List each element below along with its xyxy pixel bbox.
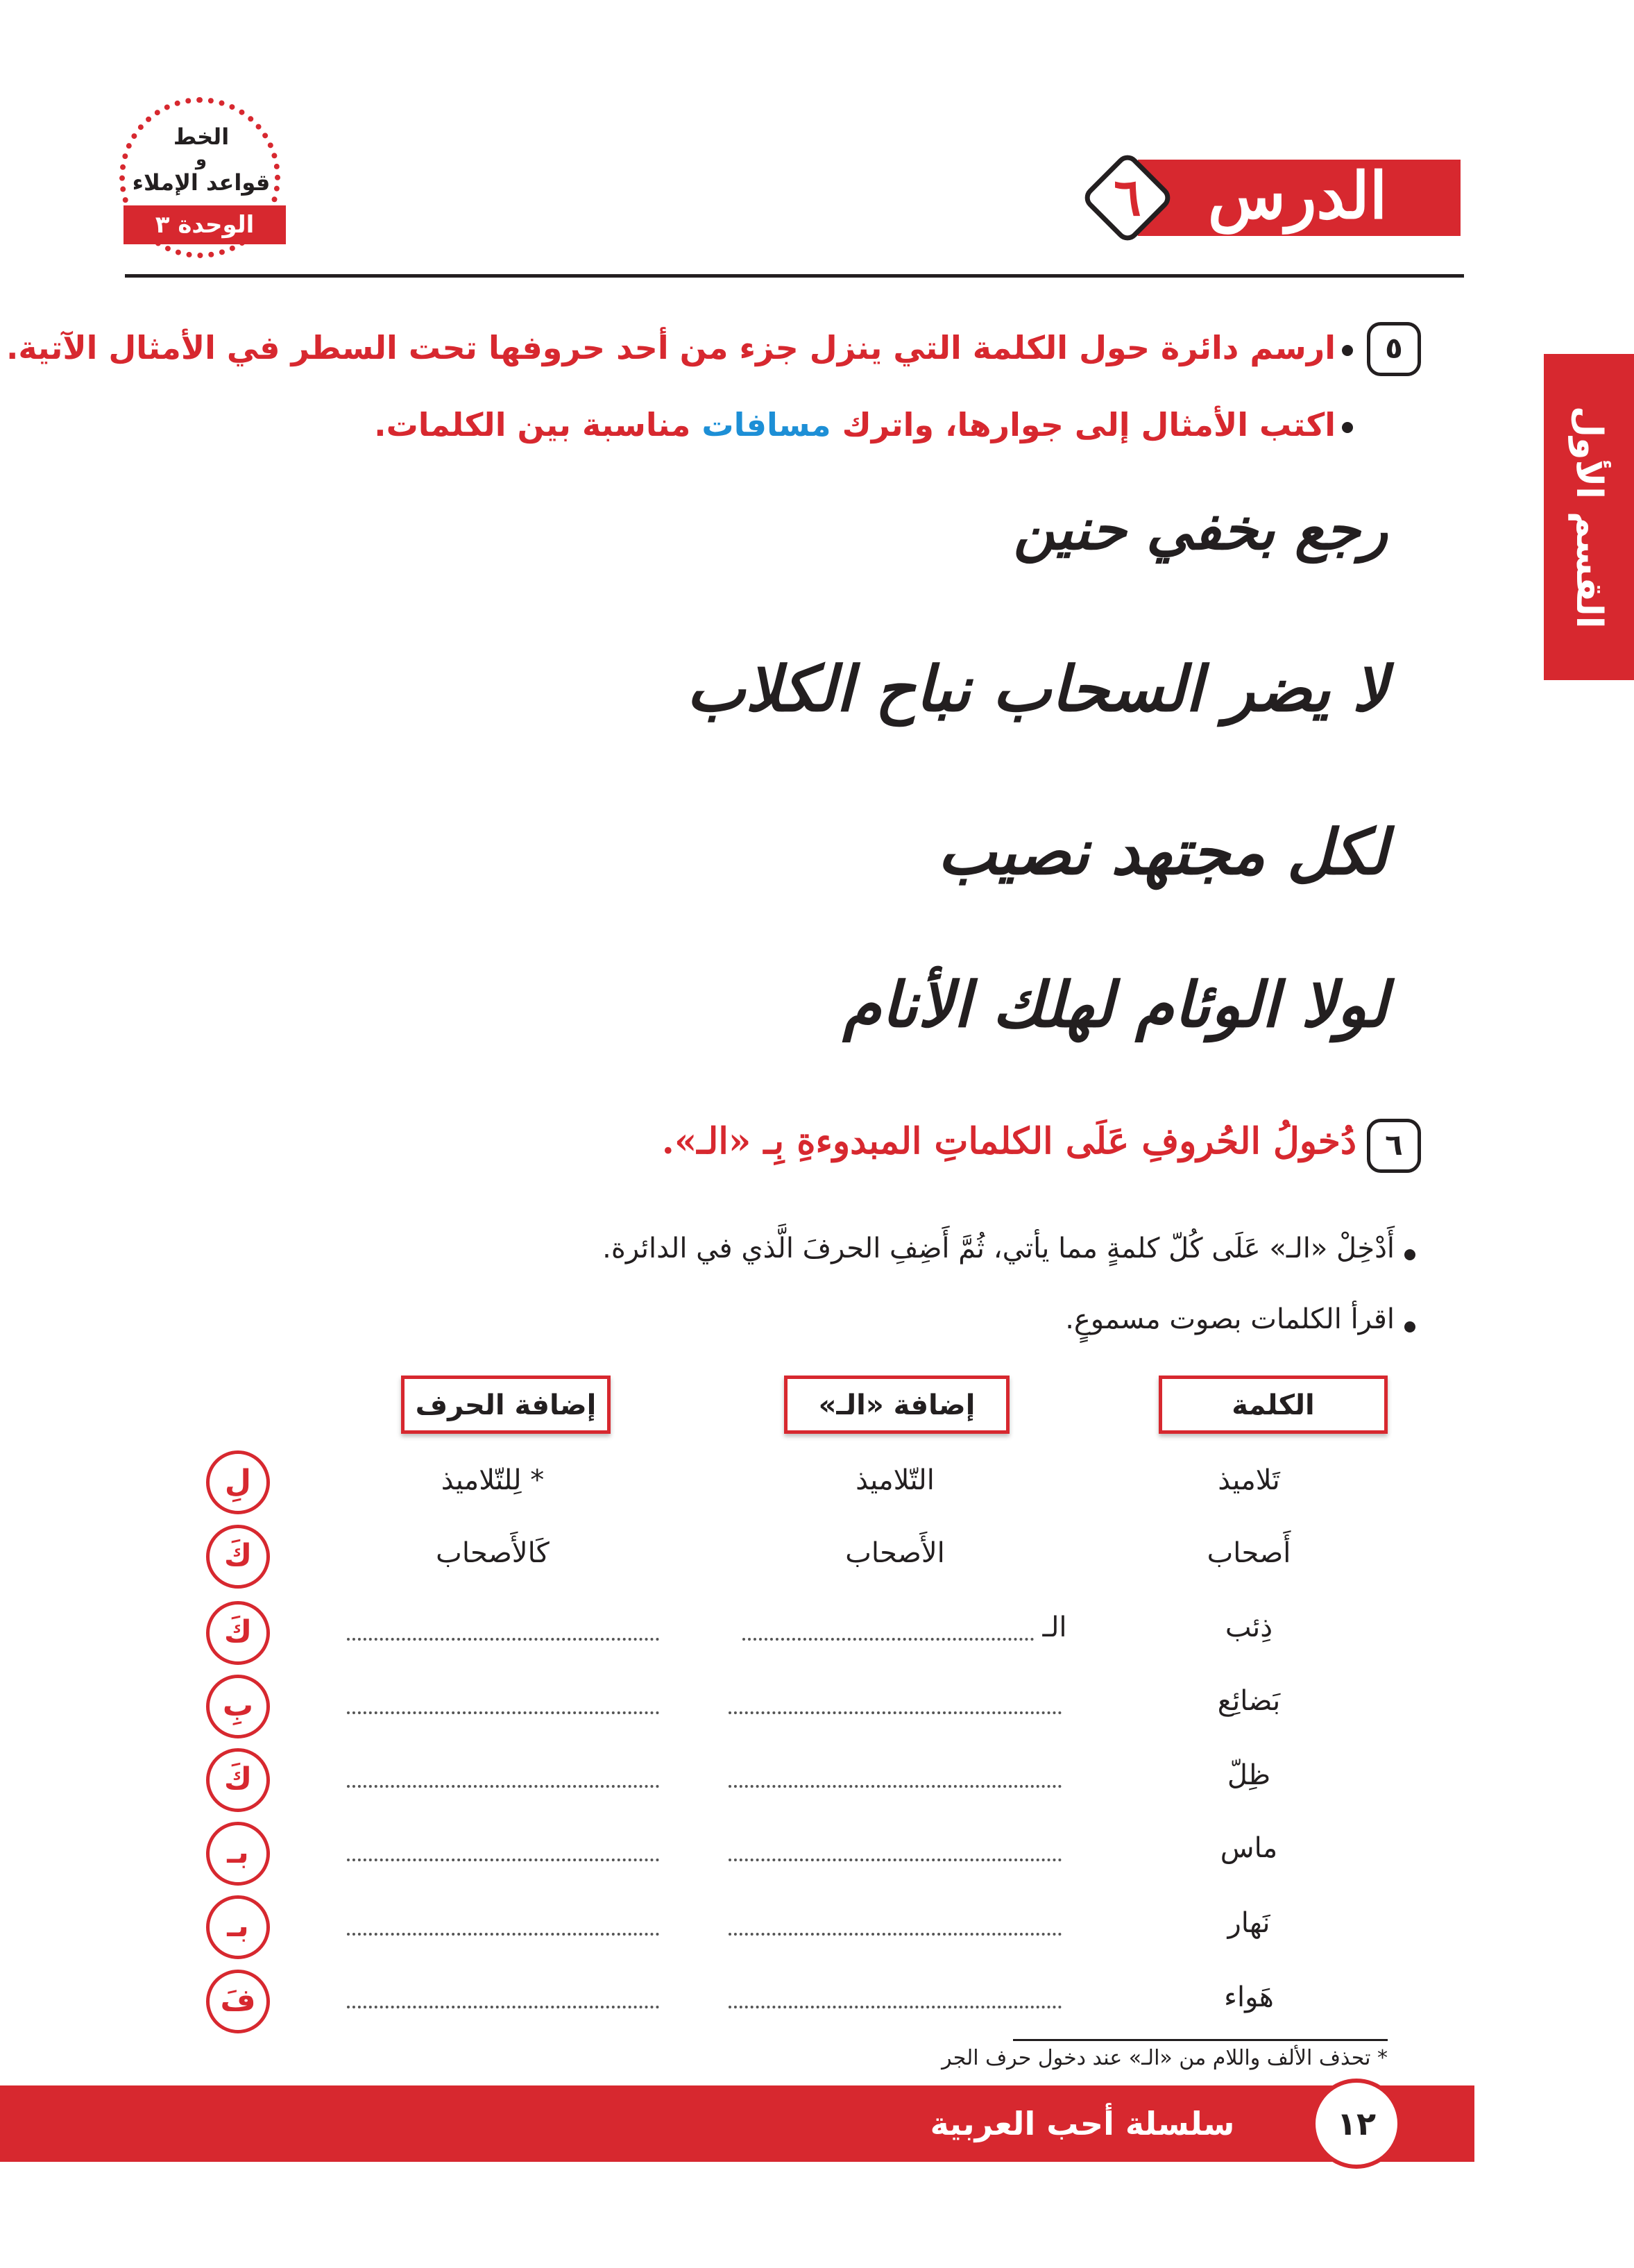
word-cell: نَهار [1227,1907,1270,1939]
unit-topic-line-2: و [195,149,207,170]
instruction-2-before: اكتب الأمثال إلى جوارها، واترك [831,406,1336,443]
letter-circle: بِ [206,1675,270,1738]
unit-topic [125,121,278,198]
with-al-cell: الأَصحاب [845,1537,945,1569]
exercise-6-instruction-2: اقرأ الكلمات بصوت مسموعٍ. [1065,1303,1395,1335]
word-cell: تَلاميذ [1218,1464,1280,1496]
with-al-cell: التّلاميذ [856,1464,935,1496]
with-letter-cell: كَالأَصحاب [436,1537,550,1569]
column-header-word: الكلمة [1159,1376,1388,1434]
answer-line-letter[interactable] [347,1638,659,1641]
lesson-title: الدرس [1207,158,1388,233]
answer-line-letter[interactable] [347,1859,659,1861]
unit-label: الوحدة ٣ [155,211,255,239]
answer-line-letter[interactable] [347,2006,659,2008]
bullet [1342,422,1353,433]
answer-line-al[interactable] [729,1859,1062,1861]
series-title: سلسلة أحب العربية [930,2105,1235,2142]
proverb-1: رجع بخفي حنين [1013,496,1388,563]
letter-circle: فَ [206,1970,270,2033]
exercise-5-instruction-2 [114,406,1336,443]
bullet [1342,345,1353,356]
letter-circle: كَ [206,1525,270,1589]
answer-line-al[interactable] [729,2006,1062,2008]
word-cell: أَصحاب [1207,1537,1291,1569]
word-cell: هَواء [1224,1981,1274,2013]
answer-line-letter[interactable] [347,1711,659,1714]
exercise-6-instruction-1: أَدْخِلْ «الـ» عَلَى كُلّ كلمةٍ مما يأتي، ثُمَّ أَضِفِ الحرفَ الَّذي في الدائرة. [602,1233,1395,1264]
with-letter-cell: * لِلتّلاميذ [441,1464,545,1496]
unit-topic-line-1: الخط [173,124,230,150]
answer-line-al[interactable] [729,1711,1062,1714]
answer-line-letter[interactable] [347,1785,659,1788]
word-cell: ماس [1220,1832,1278,1864]
unit-topic-line-3: قواعد الإملاء [132,169,271,196]
instruction-2-after: مناسبة بين الكلمات. [374,406,702,443]
lesson-number: ٦ [1114,168,1141,228]
proverb-4: لولا الوئام لهلك الأنام [842,968,1388,1042]
letter-circle: كَ [206,1748,270,1812]
footnote-divider [1013,2039,1388,2041]
bullet [1404,1249,1415,1260]
with-al-prefix: الـ [1042,1611,1067,1643]
section-tab-label: القسم الأول [1568,405,1610,629]
letter-circle: كَ [206,1601,270,1665]
answer-line-al[interactable] [729,1785,1062,1788]
proverb-2: لا يضر السحاب نباح الكلاب [686,652,1388,726]
letter-circle: بـ [206,1895,270,1959]
instruction-2-highlight: مسافات [701,406,831,443]
bullet [1404,1321,1415,1332]
word-cell: ظِلّ [1227,1759,1271,1791]
exercise-5-instruction-1: ارسم دائرة حول الكلمة التي ينزل جزء من أحد حروفها تحت السطر في الأمثال الآتية. [6,329,1336,366]
word-cell: بَضائِع [1217,1685,1281,1717]
answer-line-al[interactable] [742,1638,1034,1641]
column-header-add-letter: إضافة الحرف [401,1376,611,1434]
exercise-5-number: ٥ [1367,322,1421,376]
footnote: * تحذف الألف واللام من «الـ» عند دخول حرف الجر [942,2046,1388,2070]
exercise-6-number: ٦ [1367,1119,1421,1173]
word-cell: ذِئب [1225,1611,1273,1643]
page-number: ١٢ [1336,2105,1377,2142]
answer-line-al[interactable] [729,1933,1062,1936]
header-divider [125,274,1464,278]
letter-circle: لِ [206,1450,270,1514]
letter-circle: بـ [206,1822,270,1886]
exercise-6-title: دُخولُ الحُروفِ عَلَى الكلماتِ المبدوءةِ بِـ «الـ». [661,1120,1356,1162]
proverb-3: لكل مجتهد نصيب [937,815,1388,889]
column-header-add-al: إضافة «الـ» [784,1376,1010,1434]
answer-line-letter[interactable] [347,1933,659,1936]
